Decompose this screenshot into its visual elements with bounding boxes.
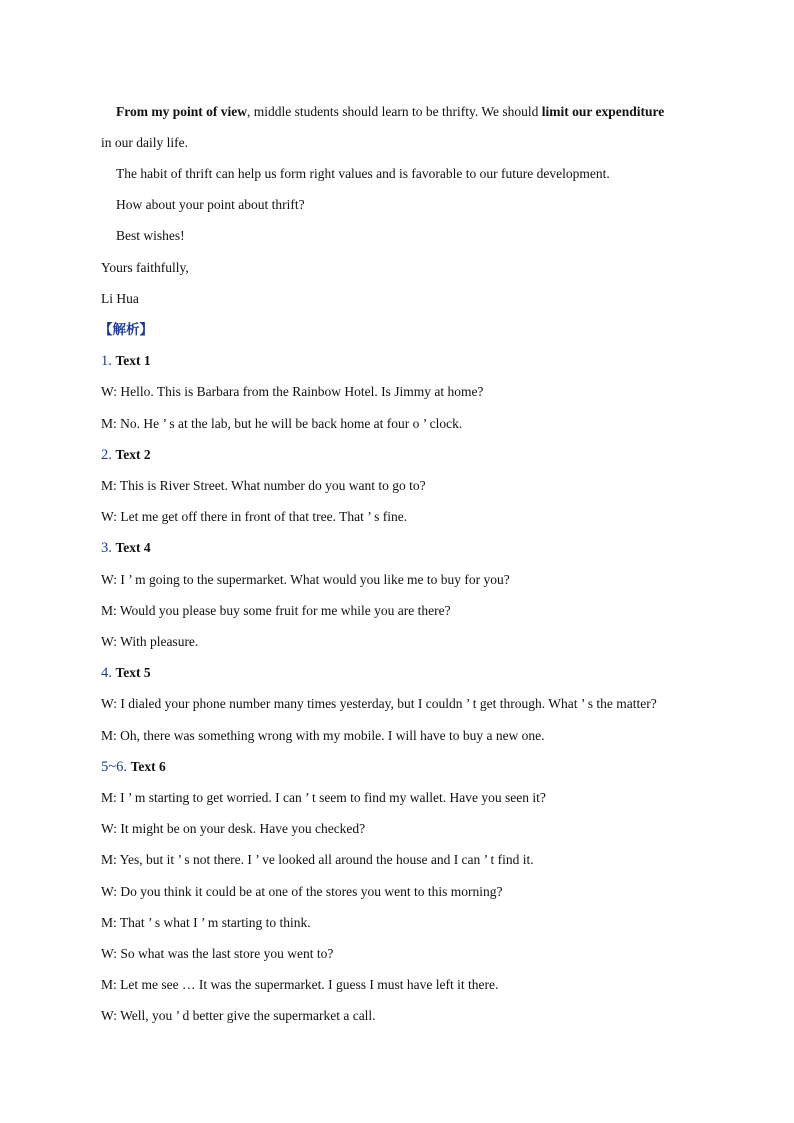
- section-number: 4.: [101, 665, 116, 681]
- section-title: Text 1: [115, 353, 151, 368]
- dialogue-line: M: Would you please buy some fruit for me while you are there?: [101, 603, 451, 618]
- section-heading: [101, 758, 166, 776]
- bold-phrase-expenditure: limit our expenditure: [541, 104, 665, 119]
- section-title: Text 6: [130, 759, 166, 774]
- dialogue-line: M: That ’ s what I ’ m starting to think.: [101, 915, 311, 930]
- letter-signature: Li Hua: [101, 291, 139, 306]
- analysis-heading: 【解析】: [99, 322, 153, 338]
- dialogue-line: W: Well, you ’ d better give the supermarket a call.: [101, 1008, 376, 1023]
- dialogue-line: M: Let me see … It was the supermarket. I guess I must have left it there.: [101, 977, 499, 992]
- dialogue-line: W: Hello. This is Barbara from the Rainbow Hotel. Is Jimmy at home?: [101, 384, 484, 399]
- dialogue-line: W: Let me get off there in front of that tree. That ’ s fine.: [101, 509, 408, 524]
- bold-phrase-point-of-view: From my point of view: [116, 104, 247, 119]
- dialogue-line: M: No. He ’ s at the lab, but he will be back home at four o ’ clock.: [101, 416, 463, 431]
- section-number: 1.: [101, 353, 116, 369]
- dialogue-line: M: Yes, but it ’ s not there. I ’ ve looked all around the house and I can ’ t find it.: [101, 852, 534, 867]
- section-heading: [101, 664, 151, 682]
- section-heading: [101, 352, 151, 370]
- section-number: 3.: [101, 540, 116, 556]
- letter-paragraph-1-continued: in our daily life.: [101, 135, 188, 150]
- dialogue-line: W: It might be on your desk. Have you checked?: [101, 821, 366, 836]
- dialogue-line: W: Do you think it could be at one of the stores you went to this morning?: [101, 884, 503, 899]
- dialogue-line: W: I dialed your phone number many times yesterday, but I couldn ’ t get through. What ’ s the matter?: [101, 696, 657, 711]
- letter-wishes: Best wishes!: [116, 228, 185, 243]
- section-number: 2.: [101, 447, 116, 463]
- dialogue-line: M: This is River Street. What number do you want to go to?: [101, 478, 426, 493]
- section-number: 5~6.: [101, 759, 131, 775]
- section-heading: [101, 446, 151, 464]
- letter-closing: Yours faithfully,: [101, 260, 189, 275]
- letter-paragraph-2: The habit of thrift can help us form right values and is favorable to our future development.: [116, 166, 610, 181]
- dialogue-line: M: Oh, there was something wrong with my mobile. I will have to buy a new one.: [101, 728, 545, 743]
- letter-text: , middle students should learn to be thrifty. We should: [247, 104, 542, 119]
- section-title: Text 5: [115, 665, 151, 680]
- dialogue-line: W: With pleasure.: [101, 634, 199, 649]
- section-title: Text 2: [115, 447, 151, 462]
- dialogue-line: M: I ’ m starting to get worried. I can ’ t seem to find my wallet. Have you seen it?: [101, 790, 546, 805]
- section-title: Text 4: [115, 540, 151, 555]
- letter-paragraph-3: How about your point about thrift?: [116, 197, 305, 212]
- section-heading: [101, 539, 151, 557]
- letter-paragraph-1: [116, 103, 664, 121]
- dialogue-line: W: I ’ m going to the supermarket. What would you like me to buy for you?: [101, 572, 510, 587]
- dialogue-line: W: So what was the last store you went to?: [101, 946, 334, 961]
